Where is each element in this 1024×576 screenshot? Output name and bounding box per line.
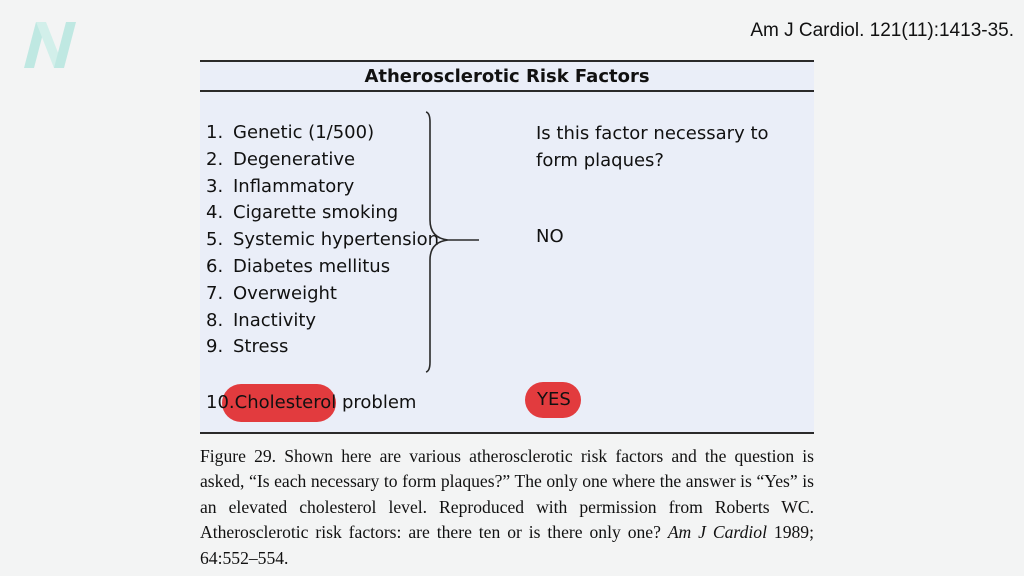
- list-item: 9. Stress: [206, 336, 289, 358]
- n-logo-icon: [20, 20, 88, 70]
- list-item: 8. Inactivity: [206, 309, 317, 331]
- list-item: 6. Diabetes mellitus: [206, 255, 391, 277]
- list-item: 1. Genetic (1/500): [206, 122, 375, 143]
- figure-caption: Figure 29. Shown here are various atherosclerotic risk factors and the question is asked, “Is each necessary to form plaques?” The only one where the answer is “Yes” is an elevated cholesterol level. Reproduced with permission from Roberts WC. Atherosclerotic risk factors: are there ten or is there only one? Am J Cardiol 1989; 64:552–554.: [200, 446, 814, 568]
- figure-panel: [200, 60, 814, 434]
- list-item: 3. Inflammatory: [206, 175, 355, 197]
- risk-factor-list: [206, 120, 439, 361]
- list-item: 5. Systemic hypertension: [206, 229, 440, 251]
- list-item: 4. Cigarette smoking: [206, 202, 399, 224]
- right-brace-icon: [424, 110, 484, 374]
- answer-no: NO: [536, 226, 564, 247]
- factor-10: 10.Cholesterol problem: [206, 392, 417, 413]
- list-item: 7. Overweight: [206, 282, 337, 304]
- list-item: 2. Degenerative: [206, 148, 356, 170]
- answer-yes: YES: [537, 389, 571, 410]
- figure-title: Atherosclerotic Risk Factors: [200, 62, 814, 92]
- citation: Am J Cardiol. 121(11):1413-35.: [750, 20, 1014, 41]
- question-text: Is this factor necessary to form plaques?: [536, 123, 769, 171]
